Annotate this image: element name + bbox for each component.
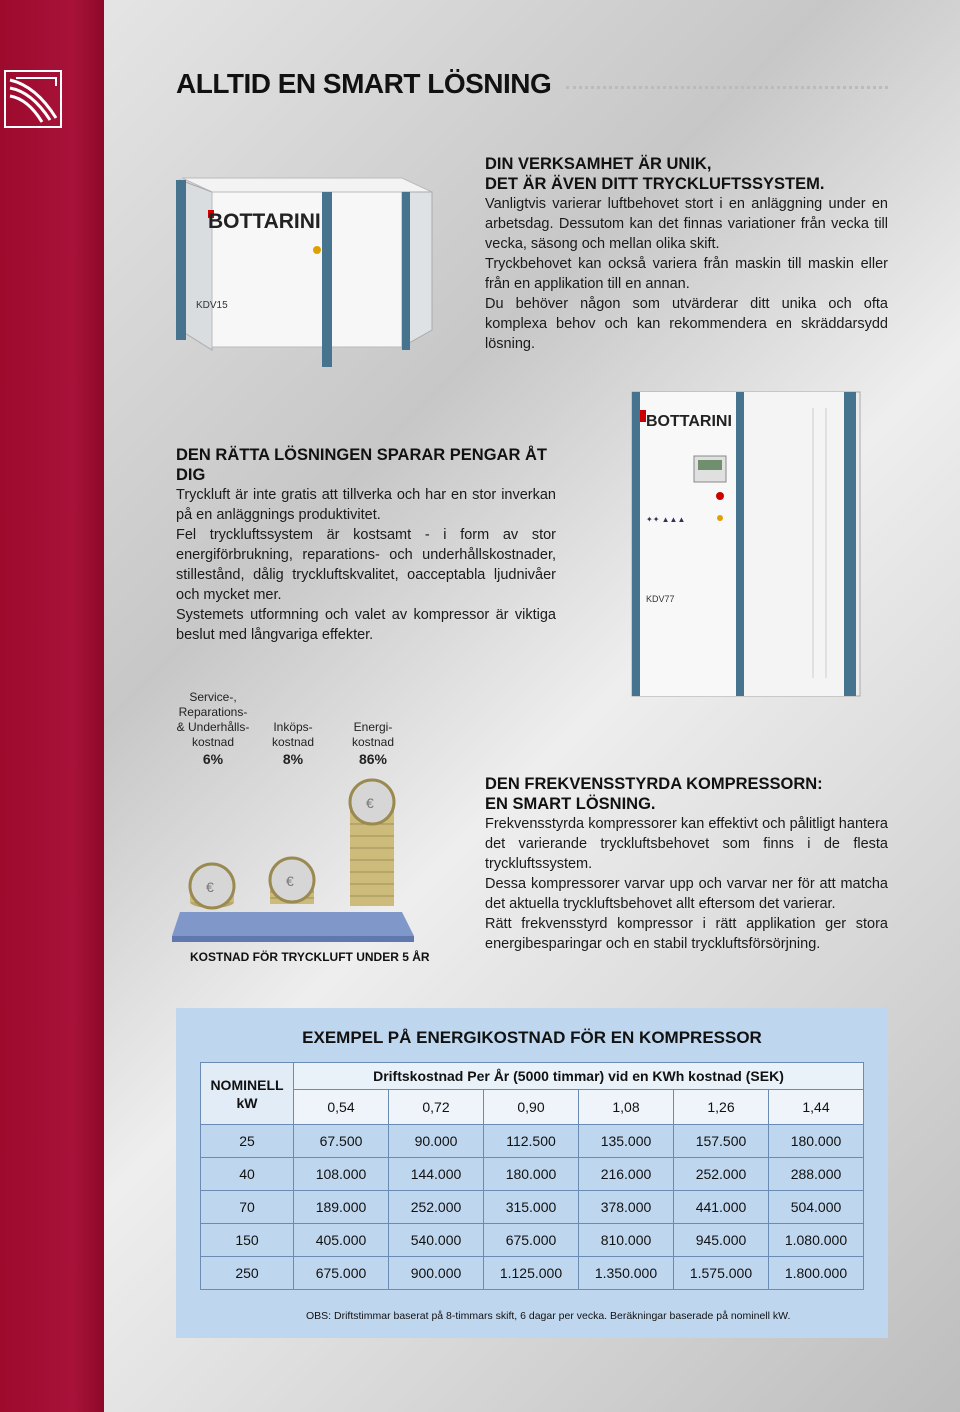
table-footnote: OBS: Driftstimmar baserat på 8-timmars skift, 6 dagar per vecka. Beräkningar baserade på nominell kW. [306,1310,791,1322]
section-unique-heading-1: DIN VERKSAMHET ÄR UNIK, [485,155,712,173]
value-cell: 180.000 [769,1125,864,1158]
brand-text-small: BOTTARINI [208,210,321,233]
value-cell: 252.000 [389,1191,484,1224]
brand-text-large: BOTTARINI [646,413,732,430]
section-vsd [485,774,888,954]
section-savings-p3: Systemets utformning och valet av kompressor är viktiga beslut med långvariga effekter. [176,607,556,643]
rate-cell: 1,08 [579,1090,674,1125]
cost-header: Driftskostnad Per År (5000 timmar) vid en KWh kostnad (SEK) [294,1063,864,1090]
section-vsd-heading-1: DEN FREKVENSSTYRDA KOMPRESSORN: [485,775,823,793]
coin-stack-energy-icon [350,780,394,906]
section-unique [485,154,888,354]
cost-label-service [176,690,250,767]
model-text-large: KDV77 [646,594,675,604]
value-cell: 288.000 [769,1158,864,1191]
table-row [201,1191,864,1224]
energy-table-title: EXEMPEL PÅ ENERGIKOSTNAD FÖR EN KOMPRESSOR [302,1028,762,1047]
value-cell: 900.000 [389,1257,484,1290]
value-cell: 108.000 [294,1158,389,1191]
value-cell: 675.000 [484,1224,579,1257]
svg-text:✦✦ ▲▲▲: ✦✦ ▲▲▲ [646,515,686,524]
section-unique-p3: Du behöver någon som utvärderar ditt unika och ofta komplexa behov och kan rekommendera en skräddarsydd lösning. [485,296,888,352]
value-cell: 1.080.000 [769,1224,864,1257]
section-savings-heading: DEN RÄTTA LÖSNINGEN SPARAR PENGAR ÅT DIG [176,446,547,484]
value-cell: 135.000 [579,1125,674,1158]
cost-pct-service: 6% [202,751,224,767]
value-cell: 1.350.000 [579,1257,674,1290]
value-cell: 90.000 [389,1125,484,1158]
value-cell: 216.000 [579,1158,674,1191]
section-unique-heading-2: DET ÄR ÄVEN DITT TRYCKLUFTSSYSTEM. [485,175,825,193]
value-cell: 67.500 [294,1125,389,1158]
compressor-kdv77-image [628,388,864,700]
rate-cell: 0,90 [484,1090,579,1125]
energy-cost-panel [176,1008,888,1338]
model-text-small: KDV15 [196,300,228,311]
table-row [201,1224,864,1257]
value-cell: 540.000 [389,1224,484,1257]
nominal-kw-header: NOMINELL kW [201,1063,294,1125]
section-unique-p2: Tryckbehovet kan också variera från maskin till maskin eller från en applikation till en annan. [485,256,888,292]
coin-stack-service-icon [190,864,234,908]
value-cell: 189.000 [294,1191,389,1224]
page-title: ALLTID EN SMART LÖSNING [176,68,552,99]
section-savings [176,445,556,645]
cost-label-energy [346,720,400,767]
value-cell: 144.000 [389,1158,484,1191]
value-cell: 441.000 [674,1191,769,1224]
cost-label-purchase [268,720,318,767]
kw-cell: 25 [201,1125,294,1158]
svg-text:€: € [366,795,374,811]
section-vsd-p1: Frekvensstyrda kompressorer kan effektivt och pålitligt hantera det varierande tryckluftsbehovet som finns i de flesta tryckluftssystem. [485,816,888,872]
value-cell: 1.125.000 [484,1257,579,1290]
cost-label-service-text: Service-, Reparations- & Underhålls- kostnad [176,690,250,749]
section-vsd-p3: Rätt frekvensstyrd kompressor i rätt applikation ger stora energibesparingar och en stabil tryckluftsförsörjning. [485,916,888,952]
svg-text:€: € [206,879,214,895]
value-cell: 810.000 [579,1224,674,1257]
table-row [201,1257,864,1290]
table-row [201,1125,864,1158]
value-cell: 405.000 [294,1224,389,1257]
coin-stack-purchase-icon [270,858,314,904]
compressor-kdv15-image [172,170,442,375]
value-cell: 945.000 [674,1224,769,1257]
brand-logo-icon [4,70,62,128]
value-cell: 378.000 [579,1191,674,1224]
kw-cell: 150 [201,1224,294,1257]
rate-cell: 1,44 [769,1090,864,1125]
section-vsd-p2: Dessa kompressorer varvar upp och varvar ner för att matcha det aktuella tryckluftsbehovet allt eftersom det varierar. [485,876,888,912]
kw-cell: 70 [201,1191,294,1224]
value-cell: 1.575.000 [674,1257,769,1290]
cost-label-purchase-text: Inköps- kostnad [271,720,315,749]
energy-cost-table [200,1062,864,1290]
title-divider [566,86,888,89]
kw-cell: 250 [201,1257,294,1290]
coin-stacks-illustration [172,770,422,950]
value-cell: 504.000 [769,1191,864,1224]
section-savings-p2: Fel tryckluftssystem är kostsamt - i form av stor energiförbrukning, reparations- och underhållskostnader, stillestånd, dålig tryckluftskvalitet, oacceptabla ljudnivåer och mycket mer. [176,527,556,603]
svg-text:€: € [286,873,294,889]
value-cell: 675.000 [294,1257,389,1290]
section-savings-p1: Tryckluft är inte gratis att tillverka och har en stor inverkan på en anläggnings produktivitet. [176,487,556,523]
value-cell: 315.000 [484,1191,579,1224]
section-vsd-heading-2: EN SMART LÖSNING. [485,795,656,813]
rate-cell: 1,26 [674,1090,769,1125]
kw-cell: 40 [201,1158,294,1191]
rate-cell: 0,72 [389,1090,484,1125]
cost-pct-purchase: 8% [282,751,304,767]
section-unique-p1: Vanligtvis varierar luftbehovet stort i en anläggning under en arbetsdag. Dessutom kan det finnas variationer från vecka till vecka, säsong och mellan olika skift. [485,196,888,252]
rate-cell: 0,54 [294,1090,389,1125]
table-row [201,1158,864,1191]
cost-chart-caption: KOSTNAD FÖR TRYCKLUFT UNDER 5 ÅR [190,950,430,964]
value-cell: 1.800.000 [769,1257,864,1290]
value-cell: 157.500 [674,1125,769,1158]
cost-label-energy-text: Energi- kostnad [351,720,395,749]
value-cell: 180.000 [484,1158,579,1191]
value-cell: 252.000 [674,1158,769,1191]
cost-pct-energy: 86% [358,751,388,767]
side-band [0,0,104,1412]
value-cell: 112.500 [484,1125,579,1158]
